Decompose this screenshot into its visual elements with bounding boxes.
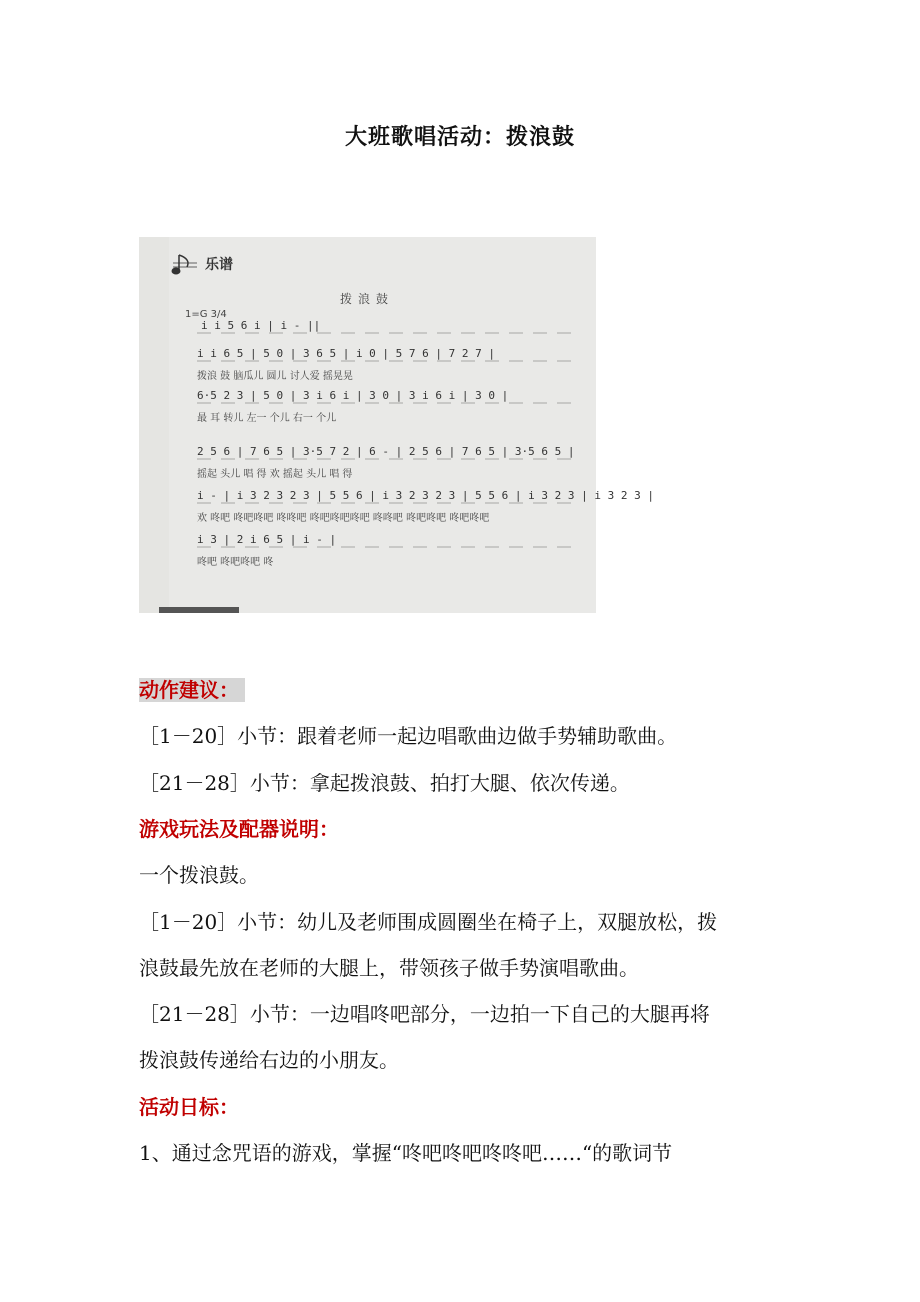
score-song-title: 拨浪鼓: [339, 292, 395, 306]
score-lyrics-row: 咚吧 咚吧咚吧 咚: [197, 557, 274, 568]
body-paragraph: ［1－20］小节：幼儿及老师围成圆圈坐在椅子上，双腿放松，拨: [139, 909, 718, 934]
body-paragraph: ［21－28］小节：一边唱咚吧部分，一边拍一下自己的大腿再将: [139, 1002, 710, 1027]
section-heading-text: 动作建议：: [139, 678, 245, 702]
section-heading: [139, 806, 789, 852]
body-paragraph: 浪鼓最先放在老师的大腿上，带领孩子做手势演唱歌曲。: [139, 955, 639, 980]
section-heading-text: 活动日标：: [139, 1094, 239, 1119]
score-key: 1=G 3/4: [185, 309, 227, 320]
sheet-music-photo: [139, 237, 654, 613]
score-logo-text: 乐谱: [205, 257, 233, 273]
body-paragraph: ［21－28］小节：拿起拨浪鼓、拍打大腿、依次传递。: [139, 770, 630, 795]
section-heading: [139, 667, 789, 713]
section-heading-text: 游戏玩法及配器说明：: [139, 816, 339, 841]
score-lyrics-row: 欢 咚吧 咚吧咚吧 咚咚吧 咚吧咚吧咚吧 咚咚吧 咚吧咚吧 咚吧咚吧: [197, 513, 490, 524]
score-lyrics-row: 最 耳 转儿 左一 个儿 右一 个儿: [197, 413, 337, 424]
score-notation-row: i - | i 3 2 3 2 3 | 5 5 6 | i 3 2 3 2 3 | 5 5 6 | i 3 2 3 | i 3 2 3 |: [197, 489, 654, 502]
body-paragraph: 拨浪鼓传递给右边的小朋友。: [139, 1048, 399, 1073]
body-paragraph: 1、通过念咒语的游戏，掌握“咚吧咚吧咚咚吧……“的歌词节: [139, 1141, 673, 1165]
section-heading: [139, 1084, 789, 1130]
body-paragraph: ［1－20］小节：跟着老师一起边唱歌曲边做手势辅助歌曲。: [139, 724, 678, 749]
score-notation-row: 6·5 2 3 | 5 0 | 3 i 6 i | 3 0 | 3 i 6 i | 3 0 |: [197, 389, 509, 402]
score-notation-row: i i 5 6 i | i - ||: [201, 319, 321, 332]
score-notation-row: 2 5 6 | 7 6 5 | 3·5 7 2 | 6 - | 2 5 6 | 7 6 5 | 3·5 6 5 |: [197, 445, 575, 458]
score-lyrics-row: 拨浪 鼓 脑瓜儿 圆儿 讨人爱 摇晃晃: [197, 371, 353, 382]
body-paragraph: 一个拨浪鼓。: [139, 863, 259, 888]
score-notation-row: i 3 | 2 i 6 5 | i - |: [197, 533, 337, 546]
score-notation-row: i i 6 5 | 5 0 | 3 6 5 | i 0 | 5 7 6 | 7 2 7 |: [197, 347, 496, 360]
score-lyrics-row: 摇起 头儿 唱 得 欢 摇起 头儿 唱 得: [197, 469, 353, 480]
page-title: 大班歌唱活动：拨浪鼓: [344, 124, 575, 150]
